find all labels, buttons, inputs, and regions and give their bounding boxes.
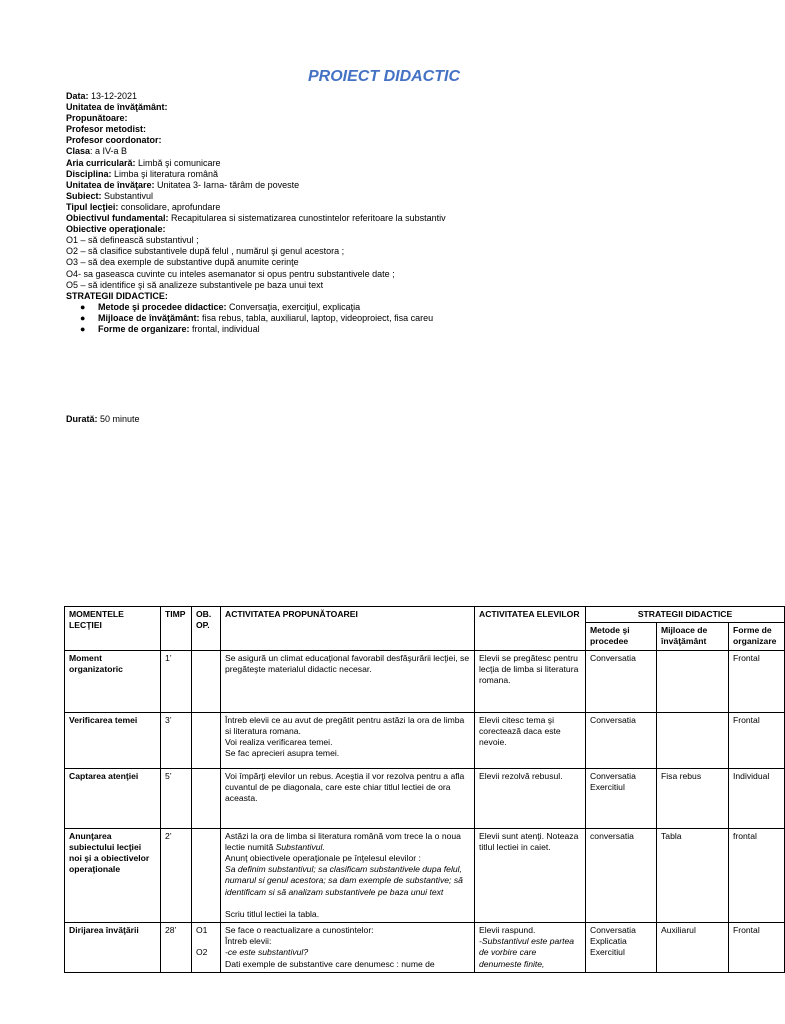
table-row bbox=[65, 828, 785, 922]
stage-cell: Verificarea temei bbox=[65, 712, 161, 768]
methods-cell: Conversatia Explicatia Exercitiul bbox=[586, 923, 657, 973]
means-cell: Auxiliarul bbox=[657, 923, 729, 973]
methods-cell: Conversatia Exercitiul bbox=[586, 768, 657, 828]
meta-topic: Subiect: Substantivul bbox=[66, 190, 154, 201]
meta-teacher: Propunătoare: bbox=[66, 113, 128, 124]
meta-coordinator: Profesor coordonator: bbox=[66, 135, 162, 146]
page-title: PROIECT DIDACTIC bbox=[308, 68, 460, 85]
strategies-heading: STRATEGII DIDACTICE: bbox=[66, 290, 168, 301]
strategy-item-forms: ● Forme de organizare: frontal, individual bbox=[80, 323, 260, 334]
meta-date: Data: 13-12-2021 bbox=[66, 91, 138, 101]
time-cell: 28’ bbox=[161, 923, 192, 973]
time-cell: 5’ bbox=[161, 768, 192, 828]
objective-cell bbox=[192, 828, 221, 922]
header-time: TIMP bbox=[161, 607, 192, 651]
lesson-duration: Durată: 50 minute bbox=[66, 414, 140, 424]
lesson-info bbox=[66, 91, 446, 335]
teacher-activity-cell: Întreb elevii ce au avut de pregătit pentru astăzi la ora de limba si literatura romana. Voi realiza verificarea temei. Se fac aprecieri asupra temei. bbox=[221, 712, 475, 768]
forms-cell: frontal bbox=[729, 828, 785, 922]
methods-cell: Conversatia bbox=[586, 650, 657, 712]
table-row bbox=[65, 650, 785, 712]
header-stage: MOMENTELE LECŢIEI bbox=[65, 607, 161, 651]
teacher-activity-cell: Astăzi la ora de limba si literatura română vom trece la o noua lectie numită Substantivul. Anunţ obiectivele operaţionale pe înţelesul elevilor : Sa definim substantivul; sa clasificam substantivele dupa felul, numarul si genul acestora; sa dam exemple de substantive; să identificam si să analizam substantivele pe baza unui text Scriu titlul lectiei la tabla. bbox=[221, 828, 475, 922]
stage-cell: Anunţarea subiectului lecţiei noi şi a obiectivelor operaţionale bbox=[65, 828, 161, 922]
objective-cell bbox=[192, 650, 221, 712]
strategy-item-means: ● Mijloace de învăţământ: fisa rebus, tabla, auxiliarul, laptop, videoproiect, fisa careu bbox=[80, 312, 434, 323]
student-activity-cell: Elevii raspund. -Substantivul este partea de vorbire care denumeste finite, bbox=[475, 923, 586, 973]
objective-o4: O4- sa gaseasca cuvinte cu inteles asemanator si opus pentru substantivele date ; bbox=[66, 268, 395, 279]
header-objectives: OB. OP. bbox=[192, 607, 221, 651]
meta-school: Unitatea de învăţământ: bbox=[66, 102, 168, 113]
bullet-icon: ● bbox=[80, 323, 86, 334]
means-cell bbox=[657, 650, 729, 712]
stage-cell: Moment organizatoric bbox=[65, 650, 161, 712]
student-activity-cell: Elevii se pregătesc pentru lecţia de limba si literatura romana. bbox=[475, 650, 586, 712]
meta-learning-unit: Unitatea de învăţare: Unitatea 3- Iarna- tărâm de poveste bbox=[66, 179, 300, 190]
meta-fundamental-objective: Obiectivul fundamental: Recapitularea si sistematizarea cunostintelor referitoare la substantiv bbox=[66, 213, 446, 224]
forms-cell: Frontal bbox=[729, 650, 785, 712]
forms-cell: Individual bbox=[729, 768, 785, 828]
table-row bbox=[65, 768, 785, 828]
objective-o1: O1 – să definească substantivul ; bbox=[66, 235, 199, 246]
header-methods: Metode şi procedee bbox=[586, 623, 657, 650]
stage-cell: Dirijarea învăţării bbox=[65, 923, 161, 973]
teacher-activity-cell: Voi împărţi elevilor un rebus. Aceştia il vor rezolva pentru a afla cuvantul de pe diagonala, care este chiar titlul lectiei de ora aceasta. bbox=[221, 768, 475, 828]
methods-cell: Conversatia bbox=[586, 712, 657, 768]
student-activity-cell: Elevii citesc tema şi corectează daca este nevoie. bbox=[475, 712, 586, 768]
teacher-activity-cell: Se face o reactualizare a cunostintelor: Întreb elevii: -ce este substantivul? Dati exemple de substantive care denumesc : nume de bbox=[221, 923, 475, 973]
objective-cell bbox=[192, 712, 221, 768]
strategies-list bbox=[66, 302, 446, 335]
strategy-item-methods: ● Metode şi procedee didactice: Conversaţia, exerciţiul, explicaţia bbox=[80, 301, 361, 312]
student-activity-cell: Elevii sunt atenţi. Noteaza titlul lectiei in caiet. bbox=[475, 828, 586, 922]
table-row bbox=[65, 712, 785, 768]
objective-o5: O5 – să identifice şi să analizeze substantivele pe baza unui text bbox=[66, 279, 324, 290]
objective-cell: O1 O2 bbox=[192, 923, 221, 973]
table-row bbox=[65, 923, 785, 973]
objective-o3: O3 – să dea exemple de substantive după anumite cerinţe bbox=[66, 257, 299, 268]
teacher-activity-cell: Se asigură un climat educaţional favorabil desfăşurării lecţiei, se pregăteşte materialul didactic necesar. bbox=[221, 650, 475, 712]
stage-cell: Captarea atenţiei bbox=[65, 768, 161, 828]
meta-lesson-type: Tipul lecţiei: consolidare, aprofundare bbox=[66, 201, 221, 212]
time-cell: 2’ bbox=[161, 828, 192, 922]
methods-cell: conversatia bbox=[586, 828, 657, 922]
forms-cell: Frontal bbox=[729, 923, 785, 973]
header-teacher-activity: ACTIVITATEA PROPUNĂTOAREI bbox=[221, 607, 475, 651]
meta-operational-objectives: Obiective operaţionale: bbox=[66, 224, 166, 235]
bullet-icon: ● bbox=[80, 312, 86, 323]
header-forms: Forme de organizare bbox=[729, 623, 785, 650]
objective-cell bbox=[192, 768, 221, 828]
header-student-activity: ACTIVITATEA ELEVILOR bbox=[475, 607, 586, 651]
means-cell bbox=[657, 712, 729, 768]
table-header-row bbox=[65, 607, 785, 623]
time-cell: 3’ bbox=[161, 712, 192, 768]
header-strategies: STRATEGII DIDACTICE bbox=[586, 607, 785, 623]
means-cell: Tabla bbox=[657, 828, 729, 922]
forms-cell: Frontal bbox=[729, 712, 785, 768]
meta-subject: Disciplina: Limba şi literatura română bbox=[66, 168, 219, 179]
lesson-plan-table bbox=[64, 606, 785, 973]
meta-methodist: Profesor metodist: bbox=[66, 124, 147, 135]
student-activity-cell: Elevii rezolvă rebusul. bbox=[475, 768, 586, 828]
means-cell: Fisa rebus bbox=[657, 768, 729, 828]
meta-curricular-area: Aria curriculară: Limbă şi comunicare bbox=[66, 157, 221, 168]
objective-o2: O2 – să clasifice substantivele după felul , numărul şi genul acestora ; bbox=[66, 246, 345, 257]
header-means: Mijloace de învăţământ bbox=[657, 623, 729, 650]
bullet-icon: ● bbox=[80, 301, 86, 312]
time-cell: 1’ bbox=[161, 650, 192, 712]
meta-class: Clasa: a IV-a B bbox=[66, 146, 128, 157]
